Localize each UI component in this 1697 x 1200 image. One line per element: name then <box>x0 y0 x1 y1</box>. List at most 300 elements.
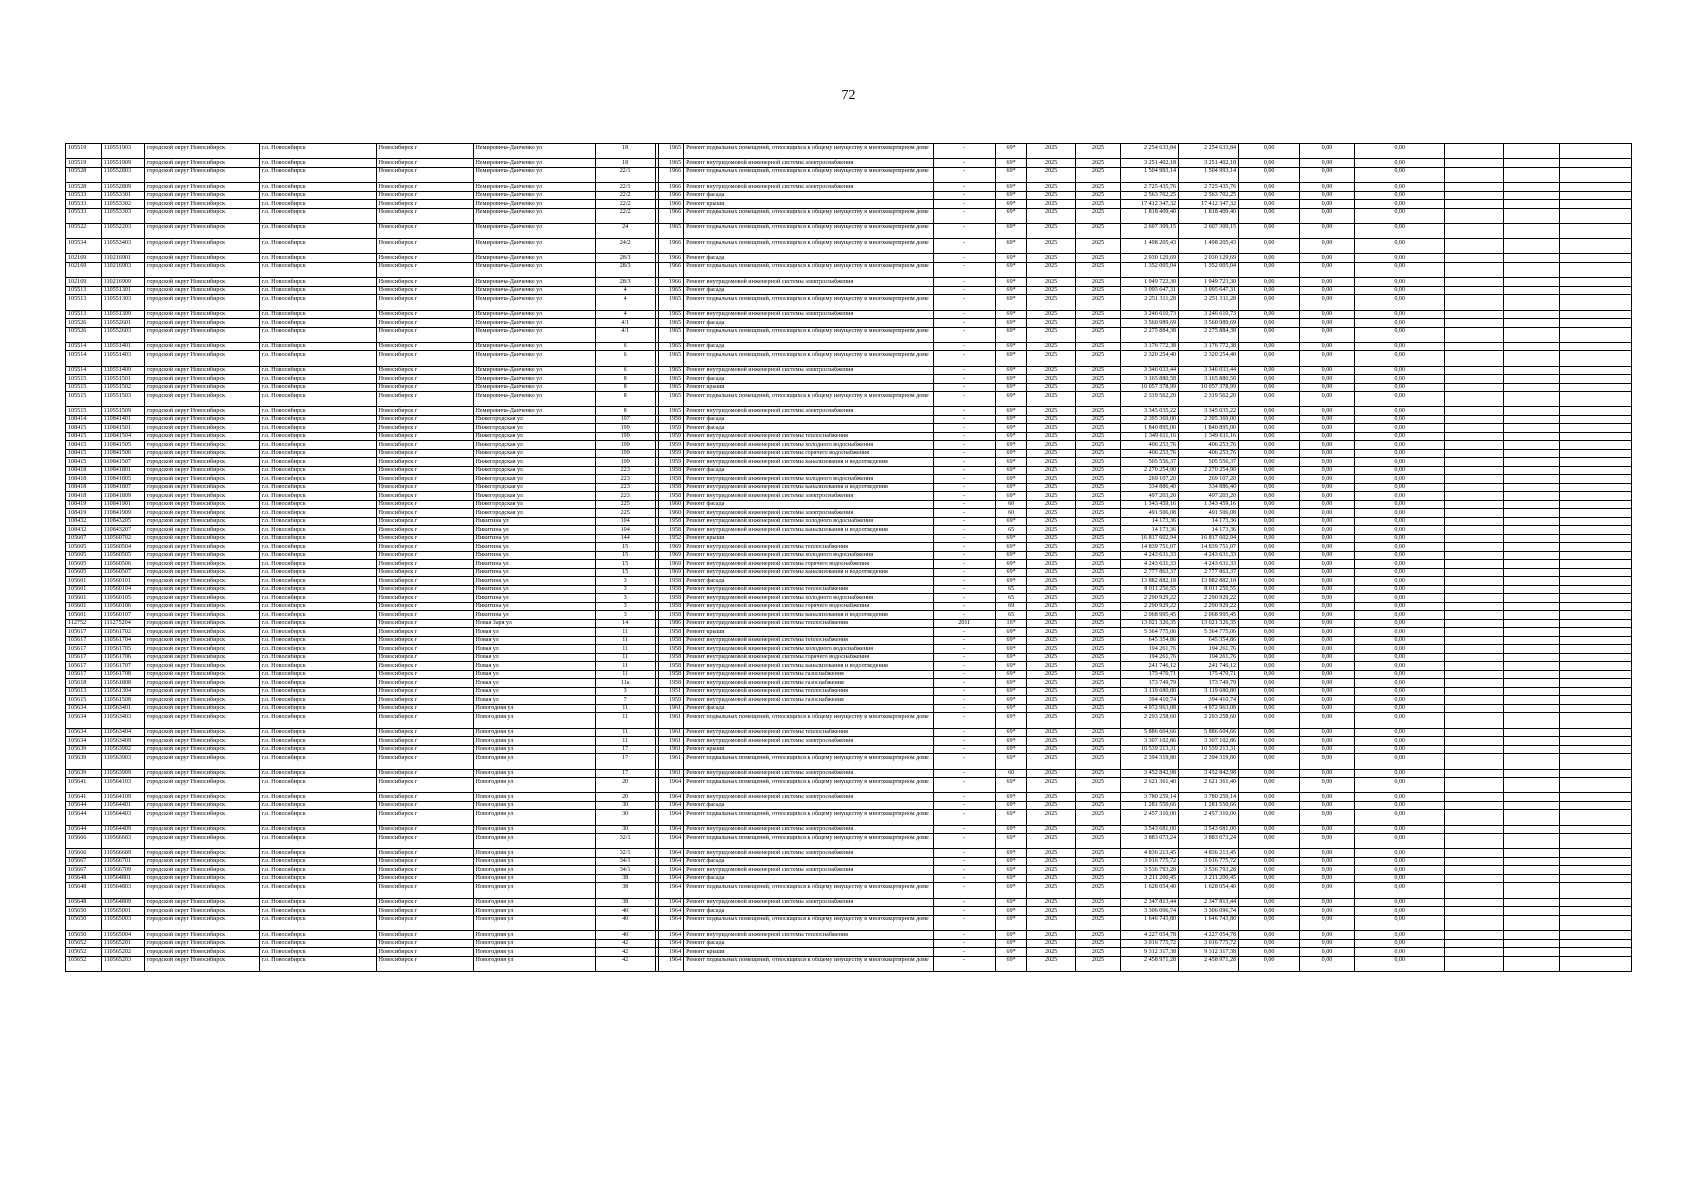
cell-reserve-cost: 0,00 <box>1354 728 1445 737</box>
cell-work-id: 110843205 <box>101 517 144 526</box>
table-row <box>66 500 1632 509</box>
cell-locality: Новосибирск г <box>376 310 473 319</box>
cell-work-type: Ремонт фасада <box>684 857 934 866</box>
cell-municipal-district: г.о. Новосибирск <box>259 458 376 467</box>
cell-work-type: Ремонт подвальных помещений, относящихся к общему имуществу в многоквартирном доме <box>684 351 934 366</box>
cell-house-id: 105644 <box>66 801 102 810</box>
cell-other-cost: 0,00 <box>1300 327 1355 342</box>
cell-house-number: 28/3 <box>595 254 655 263</box>
cell-house-number: 11 <box>595 662 655 671</box>
cell-fund-cost: 1 498 205,43 <box>1179 239 1239 254</box>
cell-total-cost: 3 307 102,86 <box>1121 737 1179 746</box>
cell-municipality: городской округ Новосибирск <box>144 432 259 441</box>
cell-other-cost: 0,00 <box>1300 310 1355 319</box>
cell-last-repair-year: - <box>933 262 995 277</box>
cell-other-cost: 0,00 <box>1300 407 1355 416</box>
cell-plan-start: 2025 <box>1027 466 1075 475</box>
cell-house-id: 105639 <box>66 745 102 754</box>
table-row <box>66 645 1632 654</box>
cell-street: Нижегородская ул <box>473 415 595 424</box>
cell-plan-start: 2025 <box>1027 619 1075 628</box>
cell-other-cost: 0,00 <box>1300 931 1355 940</box>
cell-extra-b <box>1504 500 1560 509</box>
cell-total-cost: 406 253,76 <box>1121 441 1179 450</box>
cell-wear-percent: 69* <box>995 849 1027 858</box>
cell-extra-a <box>1445 679 1504 688</box>
cell-municipal-district: г.о. Новосибирск <box>259 295 376 310</box>
cell-last-repair-year: - <box>933 432 995 441</box>
cell-last-repair-year: - <box>933 866 995 875</box>
cell-fund-cost: 406 253,76 <box>1179 449 1239 458</box>
cell-house-id: 105617 <box>66 636 102 645</box>
cell-budget-cost: 0,00 <box>1239 239 1300 254</box>
cell-build-year: 1959 <box>658 449 683 458</box>
cell-municipality: городской округ Новосибирск <box>144 745 259 754</box>
cell-municipal-district: г.о. Новосибирск <box>259 475 376 484</box>
cell-work-type: Ремонт фасада <box>684 801 934 810</box>
cell-work-id: 110560104 <box>101 585 144 594</box>
cell-house-id: 105613 <box>66 687 102 696</box>
cell-house-id: 105648 <box>66 874 102 883</box>
cell-extra-b <box>1504 239 1560 254</box>
cell-street: Никитина ул <box>473 560 595 569</box>
cell-plan-end: 2025 <box>1075 679 1120 688</box>
cell-total-cost: 2 457 310,00 <box>1121 810 1179 825</box>
cell-wear-percent: 69* <box>995 857 1027 866</box>
cell-municipality: городской округ Новосибирск <box>144 466 259 475</box>
cell-other-cost: 0,00 <box>1300 778 1355 793</box>
cell-locality: Новосибирск г <box>376 628 473 637</box>
cell-plan-end: 2025 <box>1075 653 1120 662</box>
cell-other-cost: 0,00 <box>1300 585 1355 594</box>
cell-budget-cost: 0,00 <box>1239 679 1300 688</box>
cell-budget-cost: 0,00 <box>1239 441 1300 450</box>
cell-street: Никитина ул <box>473 611 595 620</box>
cell-work-id: 110551409 <box>101 366 144 375</box>
cell-extra-a <box>1445 653 1504 662</box>
cell-extra-a <box>1445 191 1504 200</box>
cell-last-repair-year: - <box>933 679 995 688</box>
cell-house-number: 4 <box>595 286 655 295</box>
cell-extra-c <box>1560 754 1632 769</box>
cell-extra-c <box>1560 825 1632 834</box>
cell-municipality: городской округ Новосибирск <box>144 939 259 948</box>
cell-reserve-cost: 0,00 <box>1354 286 1445 295</box>
cell-work-id: 110565004 <box>101 931 144 940</box>
cell-budget-cost: 0,00 <box>1239 407 1300 416</box>
cell-street: Немировича-Данченко ул <box>473 286 595 295</box>
cell-locality: Новосибирск г <box>376 594 473 603</box>
cell-house-number: 22/2 <box>595 200 655 209</box>
cell-extra-b <box>1504 517 1560 526</box>
cell-plan-start: 2025 <box>1027 810 1075 825</box>
cell-plan-end: 2025 <box>1075 286 1120 295</box>
cell-reserve-cost: 0,00 <box>1354 526 1445 535</box>
cell-plan-start: 2025 <box>1027 915 1075 930</box>
cell-extra-a <box>1445 144 1504 159</box>
cell-wear-percent: 69* <box>995 551 1027 560</box>
cell-reserve-cost: 0,00 <box>1354 825 1445 834</box>
table-row <box>66 466 1632 475</box>
cell-municipality: городской округ Новосибирск <box>144 415 259 424</box>
cell-locality: Новосибирск г <box>376 441 473 450</box>
cell-build-year: 1958 <box>658 483 683 492</box>
cell-plan-start: 2025 <box>1027 857 1075 866</box>
cell-total-cost: 1 646 743,80 <box>1121 915 1179 930</box>
cell-extra-b <box>1504 295 1560 310</box>
cell-street: Новогодняя ул <box>473 948 595 957</box>
cell-house-number: 199 <box>595 458 655 467</box>
cell-other-cost: 0,00 <box>1300 262 1355 277</box>
cell-extra-b <box>1504 611 1560 620</box>
cell-last-repair-year: - <box>933 956 995 971</box>
cell-municipality: городской округ Новосибирск <box>144 915 259 930</box>
cell-wear-percent: 69* <box>995 704 1027 713</box>
cell-extra-a <box>1445 594 1504 603</box>
cell-extra-b <box>1504 898 1560 907</box>
cell-reserve-cost: 0,00 <box>1354 254 1445 263</box>
cell-municipal-district: г.о. Новосибирск <box>259 366 376 375</box>
cell-work-id: 110564401 <box>101 801 144 810</box>
cell-last-repair-year: - <box>933 223 995 238</box>
cell-house-number: 8 <box>595 375 655 384</box>
cell-build-year: 1964 <box>658 939 683 948</box>
cell-street: Новогодняя ул <box>473 793 595 802</box>
cell-last-repair-year: - <box>933 208 995 223</box>
cell-municipal-district: г.о. Новосибирск <box>259 183 376 192</box>
cell-other-cost: 0,00 <box>1300 670 1355 679</box>
cell-work-id: 110561304 <box>101 687 144 696</box>
cell-extra-c <box>1560 551 1632 560</box>
cell-extra-c <box>1560 907 1632 916</box>
cell-work-id: 110841507 <box>101 458 144 467</box>
table-row <box>66 159 1632 168</box>
cell-work-id: 110841505 <box>101 441 144 450</box>
cell-plan-end: 2025 <box>1075 517 1120 526</box>
cell-plan-end: 2025 <box>1075 754 1120 769</box>
cell-extra-b <box>1504 793 1560 802</box>
table-row <box>66 769 1632 778</box>
table-row <box>66 200 1632 209</box>
cell-locality: Новосибирск г <box>376 560 473 569</box>
cell-municipal-district: г.о. Новосибирск <box>259 801 376 810</box>
cell-extra-a <box>1445 295 1504 310</box>
cell-extra-b <box>1504 849 1560 858</box>
cell-plan-end: 2025 <box>1075 543 1120 552</box>
cell-street: Новогодняя ул <box>473 915 595 930</box>
cell-work-type: Ремонт внутридомовой инженерной системы электроснабжения <box>684 825 934 834</box>
cell-wear-percent: 69* <box>995 286 1027 295</box>
cell-plan-end: 2025 <box>1075 611 1120 620</box>
cell-extra-b <box>1504 415 1560 424</box>
cell-extra-b <box>1504 948 1560 957</box>
cell-work-id: 110551909 <box>101 159 144 168</box>
cell-build-year: 1964 <box>658 883 683 898</box>
cell-plan-end: 2025 <box>1075 509 1120 518</box>
cell-last-repair-year: - <box>933 898 995 907</box>
cell-municipal-district: г.о. Новосибирск <box>259 778 376 793</box>
cell-build-year: 1960 <box>658 509 683 518</box>
cell-municipal-district: г.о. Новосибирск <box>259 534 376 543</box>
cell-reserve-cost: 0,00 <box>1354 801 1445 810</box>
cell-total-cost: 3 016 775,72 <box>1121 939 1179 948</box>
cell-fund-cost: 1 646 743,80 <box>1179 915 1239 930</box>
cell-other-cost: 0,00 <box>1300 415 1355 424</box>
cell-municipal-district: г.о. Новосибирск <box>259 713 376 728</box>
cell-plan-start: 2025 <box>1027 645 1075 654</box>
cell-total-cost: 194 261,76 <box>1121 653 1179 662</box>
cell-build-year: 1961 <box>658 728 683 737</box>
cell-extra-a <box>1445 254 1504 263</box>
cell-last-repair-year: - <box>933 696 995 705</box>
cell-municipality: городской округ Новосибирск <box>144 551 259 560</box>
cell-plan-end: 2025 <box>1075 534 1120 543</box>
cell-plan-start: 2025 <box>1027 383 1075 392</box>
cell-last-repair-year: - <box>933 793 995 802</box>
cell-build-year: 1961 <box>658 754 683 769</box>
cell-plan-start: 2025 <box>1027 208 1075 223</box>
cell-extra-c <box>1560 728 1632 737</box>
cell-extra-c <box>1560 441 1632 450</box>
cell-work-id: 110564801 <box>101 874 144 883</box>
cell-fund-cost: 4 243 631,33 <box>1179 560 1239 569</box>
cell-budget-cost: 0,00 <box>1239 278 1300 287</box>
table-row <box>66 342 1632 351</box>
cell-plan-end: 2025 <box>1075 713 1120 728</box>
cell-street: Немировича-Данченко ул <box>473 351 595 366</box>
cell-wear-percent: 69 <box>995 602 1027 611</box>
cell-extra-c <box>1560 801 1632 810</box>
cell-house-id: 108415 <box>66 432 102 441</box>
cell-work-id: 110565203 <box>101 956 144 971</box>
cell-street: Новогодняя ул <box>473 810 595 825</box>
cell-plan-start: 2025 <box>1027 602 1075 611</box>
cell-plan-end: 2025 <box>1075 662 1120 671</box>
cell-house-id: 105528 <box>66 167 102 182</box>
cell-locality: Новосибирск г <box>376 857 473 866</box>
cell-plan-start: 2025 <box>1027 441 1075 450</box>
cell-extra-a <box>1445 375 1504 384</box>
cell-plan-start: 2025 <box>1027 754 1075 769</box>
cell-plan-end: 2025 <box>1075 594 1120 603</box>
cell-fund-cost: 3 452 842,98 <box>1179 769 1239 778</box>
cell-budget-cost: 0,00 <box>1239 466 1300 475</box>
cell-work-id: 110563403 <box>101 713 144 728</box>
cell-wear-percent: 69* <box>995 670 1027 679</box>
cell-reserve-cost: 0,00 <box>1354 778 1445 793</box>
cell-plan-end: 2025 <box>1075 492 1120 501</box>
cell-extra-b <box>1504 745 1560 754</box>
cell-build-year: 1965 <box>658 159 683 168</box>
cell-plan-start: 2025 <box>1027 295 1075 310</box>
cell-locality: Новосибирск г <box>376 551 473 560</box>
cell-municipality: городской округ Новосибирск <box>144 948 259 957</box>
cell-extra-b <box>1504 286 1560 295</box>
table-row <box>66 526 1632 535</box>
cell-reserve-cost: 0,00 <box>1354 183 1445 192</box>
cell-last-repair-year: - <box>933 327 995 342</box>
cell-house-number: 11 <box>595 670 655 679</box>
cell-municipal-district: г.о. Новосибирск <box>259 492 376 501</box>
cell-house-number: 17 <box>595 754 655 769</box>
cell-last-repair-year: - <box>933 458 995 467</box>
cell-other-cost: 0,00 <box>1300 662 1355 671</box>
cell-municipal-district: г.о. Новосибирск <box>259 769 376 778</box>
cell-plan-start: 2025 <box>1027 898 1075 907</box>
cell-house-number: 17 <box>595 769 655 778</box>
cell-build-year: 1961 <box>658 704 683 713</box>
table-row <box>66 144 1632 159</box>
cell-extra-a <box>1445 778 1504 793</box>
cell-wear-percent: 69* <box>995 239 1027 254</box>
cell-reserve-cost: 0,00 <box>1354 167 1445 182</box>
cell-plan-start: 2025 <box>1027 278 1075 287</box>
cell-last-repair-year: - <box>933 653 995 662</box>
table-row <box>66 375 1632 384</box>
cell-last-repair-year: - <box>933 441 995 450</box>
cell-extra-c <box>1560 509 1632 518</box>
cell-work-type: Ремонт внутридомовой инженерной системы горячего водоснабжения <box>684 560 934 569</box>
cell-extra-a <box>1445 801 1504 810</box>
cell-extra-b <box>1504 475 1560 484</box>
cell-build-year: 1964 <box>658 810 683 825</box>
cell-work-id: 111275204 <box>101 619 144 628</box>
cell-reserve-cost: 0,00 <box>1354 351 1445 366</box>
cell-house-id: 108419 <box>66 500 102 509</box>
cell-wear-percent: 69* <box>995 492 1027 501</box>
table-row <box>66 366 1632 375</box>
cell-wear-percent: 69* <box>995 713 1027 728</box>
cell-house-number: 225 <box>595 500 655 509</box>
cell-house-number: 4 <box>595 295 655 310</box>
cell-extra-a <box>1445 793 1504 802</box>
cell-extra-c <box>1560 500 1632 509</box>
cell-work-id: 110841807 <box>101 483 144 492</box>
cell-wear-percent: 69* <box>995 319 1027 328</box>
cell-house-number: 104 <box>595 517 655 526</box>
table-row <box>66 517 1632 526</box>
cell-work-id: 110560106 <box>101 602 144 611</box>
cell-plan-start: 2025 <box>1027 939 1075 948</box>
cell-fund-cost: 3 119 680,80 <box>1179 687 1239 696</box>
cell-wear-percent: 69* <box>995 200 1027 209</box>
cell-reserve-cost: 0,00 <box>1354 585 1445 594</box>
cell-extra-a <box>1445 611 1504 620</box>
cell-work-type: Ремонт внутридомовой инженерной системы теплоснабжения <box>684 543 934 552</box>
cell-reserve-cost: 0,00 <box>1354 449 1445 458</box>
cell-reserve-cost: 0,00 <box>1354 441 1445 450</box>
cell-house-id: 105601 <box>66 585 102 594</box>
cell-plan-start: 2025 <box>1027 834 1075 849</box>
cell-municipality: городской округ Новосибирск <box>144 254 259 263</box>
cell-wear-percent: 69* <box>995 728 1027 737</box>
cell-build-year: 1965 <box>658 319 683 328</box>
cell-work-type: Ремонт внутридомовой инженерной системы электроснабжения <box>684 737 934 746</box>
cell-budget-cost: 0,00 <box>1239 849 1300 858</box>
cell-other-cost: 0,00 <box>1300 560 1355 569</box>
cell-reserve-cost: 0,00 <box>1354 636 1445 645</box>
cell-extra-b <box>1504 636 1560 645</box>
cell-locality: Новосибирск г <box>376 407 473 416</box>
cell-extra-c <box>1560 866 1632 875</box>
table-row <box>66 543 1632 552</box>
cell-municipality: городской округ Новосибирск <box>144 310 259 319</box>
cell-municipality: городской округ Новосибирск <box>144 351 259 366</box>
cell-last-repair-year: - <box>933 517 995 526</box>
cell-municipal-district: г.о. Новосибирск <box>259 449 376 458</box>
cell-work-id: 110560702 <box>101 534 144 543</box>
cell-extra-a <box>1445 466 1504 475</box>
cell-fund-cost: 3 307 102,86 <box>1179 737 1239 746</box>
cell-locality: Новосибирск г <box>376 351 473 366</box>
cell-reserve-cost: 0,00 <box>1354 687 1445 696</box>
cell-house-id: 105666 <box>66 834 102 849</box>
cell-other-cost: 0,00 <box>1300 295 1355 310</box>
cell-extra-a <box>1445 825 1504 834</box>
cell-street: Новая ул <box>473 670 595 679</box>
cell-extra-c <box>1560 375 1632 384</box>
cell-work-type: Ремонт внутридомовой инженерной системы газоснабжения <box>684 696 934 705</box>
cell-wear-percent: 69* <box>995 645 1027 654</box>
cell-other-cost: 0,00 <box>1300 849 1355 858</box>
cell-other-cost: 0,00 <box>1300 239 1355 254</box>
cell-municipality: городской округ Новосибирск <box>144 375 259 384</box>
cell-house-id: 108418 <box>66 483 102 492</box>
cell-budget-cost: 0,00 <box>1239 636 1300 645</box>
cell-work-type: Ремонт крыши <box>684 628 934 637</box>
cell-extra-a <box>1445 415 1504 424</box>
cell-other-cost: 0,00 <box>1300 319 1355 328</box>
cell-plan-start: 2025 <box>1027 167 1075 182</box>
cell-extra-c <box>1560 144 1632 159</box>
cell-house-number: 225 <box>595 509 655 518</box>
cell-fund-cost: 10 539 213,31 <box>1179 745 1239 754</box>
cell-build-year: 1958 <box>658 645 683 654</box>
cell-reserve-cost: 0,00 <box>1354 628 1445 637</box>
table-row <box>66 696 1632 705</box>
cell-other-cost: 0,00 <box>1300 432 1355 441</box>
cell-house-number: 14 <box>595 619 655 628</box>
cell-locality: Новосибирск г <box>376 619 473 628</box>
cell-wear-percent: 69* <box>995 883 1027 898</box>
cell-locality: Новосибирск г <box>376 670 473 679</box>
cell-plan-start: 2025 <box>1027 191 1075 200</box>
cell-budget-cost: 0,00 <box>1239 611 1300 620</box>
cell-last-repair-year: - <box>933 392 995 407</box>
cell-last-repair-year: - <box>933 483 995 492</box>
cell-fund-cost: 14 173,36 <box>1179 517 1239 526</box>
cell-fund-cost: 394 410,74 <box>1179 696 1239 705</box>
cell-extra-b <box>1504 351 1560 366</box>
cell-build-year: 1958 <box>658 415 683 424</box>
cell-plan-start: 2025 <box>1027 801 1075 810</box>
cell-work-id: 110564409 <box>101 825 144 834</box>
cell-municipality: городской округ Новосибирск <box>144 543 259 552</box>
cell-house-id: 105641 <box>66 793 102 802</box>
cell-extra-b <box>1504 857 1560 866</box>
cell-other-cost: 0,00 <box>1300 517 1355 526</box>
cell-budget-cost: 0,00 <box>1239 183 1300 192</box>
cell-fund-cost: 14 173,36 <box>1179 526 1239 535</box>
cell-work-type: Ремонт внутридомовой инженерной системы электроснабжения <box>684 366 934 375</box>
cell-wear-percent: 69* <box>995 295 1027 310</box>
cell-wear-percent: 69* <box>995 458 1027 467</box>
cell-reserve-cost: 0,00 <box>1354 653 1445 662</box>
cell-work-type: Ремонт подвальных помещений, относящихся к общему имуществу в многоквартирном доме <box>684 915 934 930</box>
cell-extra-c <box>1560 834 1632 849</box>
cell-extra-b <box>1504 866 1560 875</box>
cell-municipal-district: г.о. Новосибирск <box>259 645 376 654</box>
